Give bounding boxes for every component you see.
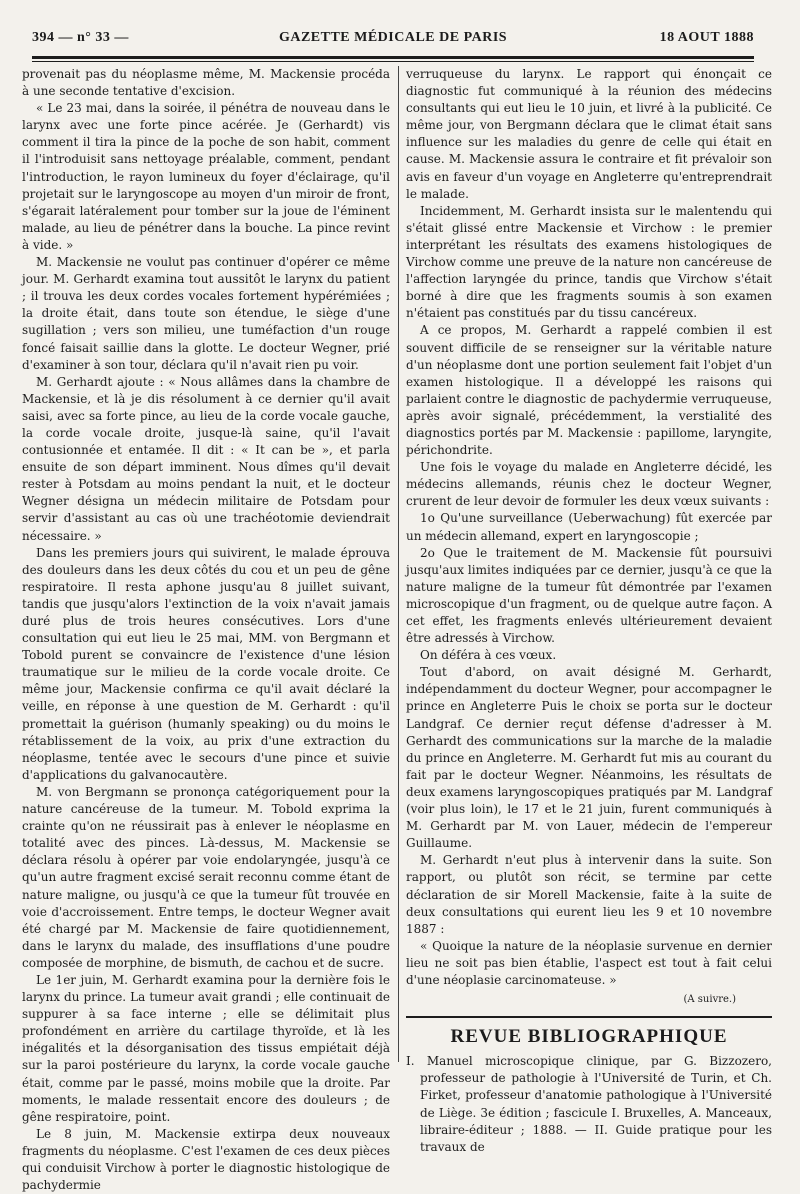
paragraph: 2o Que le traitement de M. Mackensie fût poursuivi jusqu'aux limites indiquées par ce dernier, jusqu'à ce que la nature maligne de la tumeur fût démontrée par l'examen microscopique d'un fragment, ou de quelque autre façon. A cet effet, les fragments enlevés ultérieurement devaient être adressés à Virchow.	[406, 545, 772, 646]
issue-date: 18 AOUT 1888	[659, 30, 754, 45]
paragraph: Le 8 juin, M. Mackensie extirpa deux nouveaux fragments du néoplasme. C'est l'examen de ces deux pièces qui conduisit Virchow à porter le diagnostic histologique de pachydermie	[22, 1126, 390, 1193]
left-column	[22, 66, 390, 1194]
paragraph: 1o Qu'une surveillance (Ueberwachung) fût exercée par un médecin allemand, expert en laryngoscopie ;	[406, 511, 772, 543]
header-rule	[32, 56, 754, 59]
paragraph: Incidemment, M. Gerhardt insista sur le malentendu qui s'était glissé entre Mackensie et Virchow : le premier interprétant les résultats des examens histologiques de Virchow comme une preuve de la nature non cancéreuse de l'affection laryngée du prince, tandis que Virchow s'était borné à dire que les fragments soumis à son examen n'étaient pas constitués par du tissu cancéreux.	[406, 203, 772, 321]
to-be-continued: (A suivre.)	[683, 994, 736, 1006]
paragraph: A ce propos, M. Gerhardt a rappelé combien il est souvent difficile de se renseigner sur la véritable nature d'un néoplasme dont une portion seulement fait l'objet d'un examen histologique. Il a développé les raisons qui parlaient contre le diagnostic de pachydermie verruqueuse, après avoir signalé, précédemment, la verstialité des diagnostics portés par M. Mackensie : papillome, laryngite, périchondrite.	[406, 323, 772, 458]
paragraph: provenait pas du néoplasme même, M. Mackensie procéda à une seconde tentative d'excision.	[22, 67, 390, 99]
bibliography-entry: I. Manuel microscopique clinique, par G. Bizzozero, professeur de pathologie à l'Université de Turin, et Ch. Firket, professeur d'anatomie pathologique à l'Université de Liège. 3e édition ; fascicule I. Bruxelles, A. Manceaux, libraire-éditeur ; 1888. — II. Guide pratique pour les travaux de	[406, 1054, 772, 1154]
column-divider	[398, 66, 399, 1062]
paragraph: Le 1er juin, M. Gerhardt examina pour la dernière fois le larynx du prince. La tumeur avait grandi ; elle continuait de suppurer à sa face interne ; elle se délimitait plus profondément en arrière du cartilage thyroïde, et là les inégalités et la désorganisation des tissus empiétait déjà sur la paroi postérieure du larynx, la corde vocale gauche était, comme par le passé, moins mobile que la droite. Par moments, le malade ressentait encore des douleurs ; de gêne respiratoire, point.	[22, 972, 390, 1124]
paragraph: Tout d'abord, on avait désigné M. Gerhardt, indépendamment du docteur Wegner, pour accompagner le prince en Angleterre Puis le choix se porta sur le docteur Landgraf. Ce dernier reçut défense d'adresser à M. Gerhardt des communications sur la marche de la maladie du prince en Angleterre. M. Gerhardt fut mis au courant du fait par le docteur Wegner. Néanmoins, les résultats de deux examens laryngoscopiques pratiqués par M. Landgraf (voir plus loin), le 17 et le 21 juin, furent communiqués à M. Gerhardt par M. von Lauer, médecin de l'empereur Guillaume.	[406, 665, 772, 851]
section-title: REVUE BIBLIOGRAPHIQUE	[450, 1026, 728, 1048]
paragraph: Dans les premiers jours qui suivirent, le malade éprouva des douleurs dans les deux côtés du cou et un peu de gêne respiratoire. Il resta aphone jusqu'au 8 juillet suivant, tandis que jusqu'alors l'extinction de la voix n'avait jamais duré plus de trois heures consécutives. Lors d'une consultation qui eut lieu le 25 mai, MM. von Bergmann et Tobold purent se convaincre de l'existence d'une lésion traumatique sur le milieu de la corde vocale droite. Ce même jour, Mackensie confirma ce qu'il avait déclaré la veille, en réponse à une question de M. Gerhardt : qu'il promettait la guérison (humanly speaking) ou du moins le rétablissement de la voix, au prix d'une extraction du néoplasme, tentée avec le secours d'une pince et suivie d'applications du galvanocautère.	[22, 545, 390, 782]
paragraph: verruqueuse du larynx. Le rapport qui énonçait ce diagnostic fut communiqué à la réunion des médecins consultants qui eut lieu le 10 juin, et livré à la publicité. Ce même jour, von Bergmann déclara que le climat était sans influence sur les maladies du genre de celle qui était en cause. M. Mackensie assura le contraire et fit prévaloir son avis en faveur d'un voyage en Angleterre qu'entreprendrait le malade.	[406, 67, 772, 201]
paragraph: Une fois le voyage du malade en Angleterre décidé, les médecins allemands, réunis chez le docteur Wegner, crurent de leur devoir de formuler les deux vœux suivants :	[406, 460, 772, 509]
page-header	[32, 30, 754, 52]
paragraph: On déféra à ces vœux.	[420, 648, 557, 663]
page-number: 394 — n° 33 —	[32, 30, 129, 45]
right-column	[406, 66, 772, 1156]
paragraph: M. Gerhardt n'eut plus à intervenir dans la suite. Son rapport, ou plutôt son récit, se termine par cette déclaration de sir Morell Mackensie, faite à la suite de deux consultations qui eurent lieu les 9 et 10 novembre 1887 :	[406, 853, 772, 936]
paragraph: « Le 23 mai, dans la soirée, il pénétra de nouveau dans le larynx avec une forte pince acérée. Je (Gerhardt) vis comment il tira la pince de la poche de son habit, comment il l'introduisit sans nettoyage préalable, comment, pendant l'introduction, le rayon lumineux du foyer d'éclairage, qu'il projetait sur le laryngoscope au moyen d'un miroir de front, s'égarait latéralement pour tomber sur la joue de l'éminent malade, au lieu de pénétrer dans la bouche. La pince revint à vide. »	[22, 101, 390, 252]
header-rule-thin	[32, 61, 754, 62]
paragraph: M. Gerhardt ajoute : « Nous allâmes dans la chambre de Mackensie, et là je dis résolument à ce dernier qu'il avait saisi, avec sa forte pince, au lieu de la corde vocale gauche, la corde vocale droite, jusque-là saine, qu'il l'avait contusionnée et entamée. Il dit : « It can be », et parla ensuite de son départ imminent. Nous dîmes qu'il devait rester à Potsdam au moins pendant la nuit, et le docteur Wegner désigna un médecin militaire de Potsdam pour servir d'assistant au cas où une trachéotomie deviendrait nécessaire. »	[22, 374, 390, 543]
paragraph: M. von Bergmann se prononça catégoriquement pour la nature cancéreuse de la tumeur. M. Tobold exprima la crainte qu'on ne réussirait pas à enlever le néoplasme en totalité avec des pinces. Là-dessus, M. Mackensie se déclara résolu à opérer par voie endolaryngée, jusqu'à ce qu'un autre fragment excisé serait reconnu comme étant de nature maligne, ou jusqu'à ce que la tumeur fût trouvée en voie d'accroissement. Entre temps, le docteur Wegner avait été chargé par M. Mackensie de faire quotidiennement, dans le larynx du malade, des insufflations d'une poudre composée de morphine, de bismuth, de cachou et de sucre.	[22, 784, 390, 970]
paragraph: « Quoique la nature de la néoplasie survenue en dernier lieu ne soit pas bien établie, l'aspect est tout à fait celui d'une néoplasie carcinomateuse. »	[406, 938, 772, 987]
section-rule	[406, 1016, 772, 1018]
paragraph: M. Mackensie ne voulut pas continuer d'opérer ce même jour. M. Gerhardt examina tout aussitôt le larynx du patient ; il trouva les deux cordes vocales fortement hypérémiées ; la droite était, dans toute son étendue, le siège d'une sugillation ; vers son milieu, une tuméfaction d'un rouge foncé faisait saillie dans la glotte. Le docteur Wegner, prié d'examiner à son tour, déclara qu'il n'avait rien pu voir.	[22, 255, 390, 372]
journal-title: GAZETTE MÉDICALE DE PARIS	[278, 30, 508, 45]
